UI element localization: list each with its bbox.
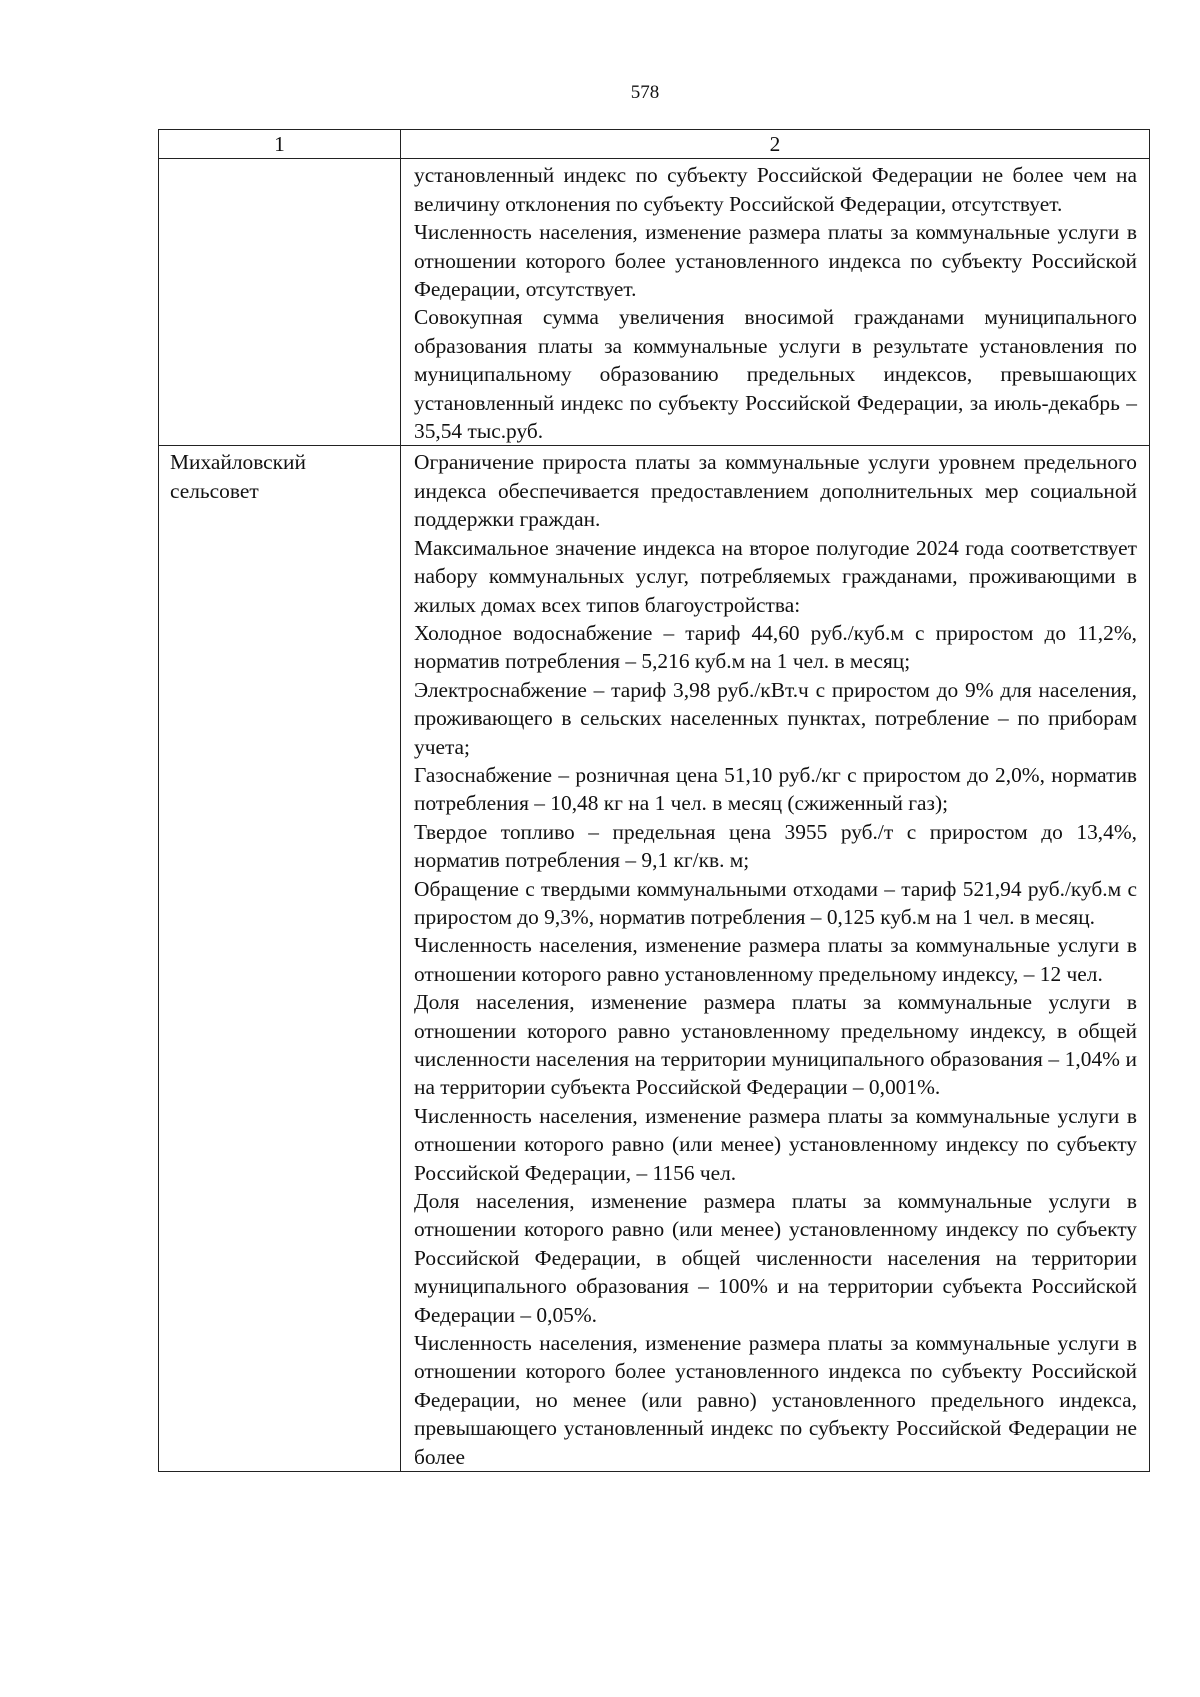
column-header-2: 2 — [401, 130, 1150, 159]
table-cell-description — [401, 446, 1150, 1472]
table-cell-municipality — [159, 446, 401, 1472]
paragraph: Доля населения, изменение размера платы за коммунальные услуги в отношении которого равно (или менее) установленному индексу по субъекту Российской Федерации, в общей численности населения на территории муниципального образования – 100% и на территории субъекта Российской Федерации – 0,05%. — [414, 1189, 1137, 1327]
paragraph: Численность населения, изменение размера платы за коммунальные услуги в отношении которого равно (или менее) установленному индексу по субъекту Российской Федерации, – 1156 чел. — [414, 1103, 1137, 1185]
paragraph: Численность населения, изменение размера платы за коммунальные услуги в отношении которого более установленного индекса по субъекту Российской Федерации, отсутствует. — [414, 220, 1137, 302]
table-row — [159, 159, 1150, 446]
paragraph: Ограничение прироста платы за коммунальные услуги уровнем предельного индекса обеспечивается предоставлением дополнительных мер социальной поддержки граждан. — [414, 450, 1137, 532]
table-cell-description — [401, 159, 1150, 446]
paragraph: Обращение с твердыми коммунальными отходами – тариф 521,94 руб./куб.м с приростом до 9,3%, норматив потребления – 0,125 куб.м на 1 чел. в месяц. — [414, 876, 1137, 929]
paragraph: Твердое топливо – предельная цена 3955 руб./т с приростом до 13,4%, норматив потребления – 9,1 кг/кв. м; — [414, 819, 1137, 873]
paragraph: Максимальное значение индекса на второе полугодие 2024 года соответствует набору коммунальных услуг, потребляемых гражданами, проживающими в жилых домах всех типов благоустройства: — [414, 535, 1137, 617]
paragraph: Доля населения, изменение размера платы за коммунальные услуги в отношении которого равно установленному предельному индексу, в общей численности населения на территории муниципального образования – 1,04% и на территории субъекта Российской Федерации – 0,001%. — [414, 990, 1137, 1100]
paragraph: Холодное водоснабжение – тариф 44,60 руб./куб.м с приростом до 11,2%, норматив потребления – 5,216 куб.м на 1 чел. в месяц; — [414, 620, 1137, 674]
column-header-1: 1 — [159, 130, 401, 159]
document-table — [158, 129, 1150, 1472]
paragraph: Совокупная сумма увеличения вносимой гражданами муниципального образования платы за коммунальные услуги в результате установления по муниципальному образованию предельных индексов, превышающих установленный индекс по субъекту Российской Федерации, за июль-декабрь – 35,54 тыс.руб. — [414, 305, 1137, 444]
paragraph: Газоснабжение – розничная цена 51,10 руб./кг с приростом до 2,0%, норматив потребления – 10,48 кг на 1 чел. в месяц (сжиженный газ); — [414, 762, 1137, 816]
table-row — [159, 446, 1150, 1472]
municipality-name — [159, 159, 400, 161]
table-header-row — [159, 130, 1150, 159]
municipality-name: Михайловский сельсовет — [170, 450, 306, 503]
table-cell-municipality — [159, 159, 401, 446]
paragraph: Численность населения, изменение размера платы за коммунальные услуги в отношении которого более установленного индекса по субъекту Российской Федерации, но менее (или равно) установленного предельного индекса, превышающего установленный индекс по субъекту Российской Федерации не более — [414, 1331, 1137, 1469]
page-number: 578 — [630, 82, 660, 103]
paragraph: Электроснабжение – тариф 3,98 руб./кВт.ч с приростом до 9% для населения, проживающего в сельских населенных пунктах, потребление – по приборам учета; — [414, 677, 1137, 759]
paragraph: Численность населения, изменение размера платы за коммунальные услуги в отношении которого равно установленному предельному индексу, – 12 чел. — [414, 933, 1137, 986]
paragraph: установленный индекс по субъекту Российской Федерации не более чем на величину отклонения по субъекту Российской Федерации, отсутствует. — [414, 163, 1137, 216]
